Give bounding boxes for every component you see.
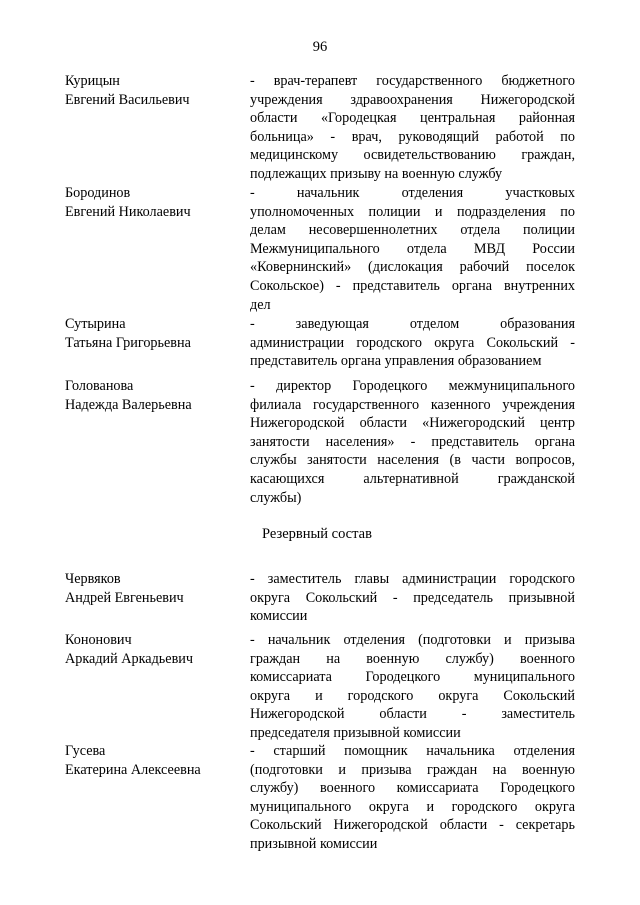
member-description: - заведующая отделом образования администрации городского округа Сокольский - представитель органа управления образованием <box>250 316 575 370</box>
member-description: - начальник отделения участковых уполномоченных полиции и подразделения по делам несовершеннолетних отдела полиции Межмуниципального отдела МВД России «Ковернинский» (дислокация рабочий поселок Сокольское) - представитель органа внутренних дел <box>250 185 575 313</box>
member-name: Гусева Екатерина Алексеевна <box>65 743 201 778</box>
member-name: Сутырина Татьяна Григорьевна <box>65 316 191 351</box>
member-name: Бородинов Евгений Николаевич <box>65 185 191 220</box>
member-name: Кононович Аркадий Аркадьевич <box>65 632 193 667</box>
reserve-member-entry-1 <box>65 570 575 626</box>
member-entry-2 <box>65 184 575 314</box>
member-name: Курицын Евгений Васильевич <box>65 73 190 108</box>
member-name: Червяков Андрей Евгеньевич <box>65 571 184 606</box>
member-description: - врач-терапевт государственного бюджетного учреждения здравоохранения Нижегородской области «Городецкая центральная районная больница» - врач, руководящий работой по медицинскому освидетельствованию граждан, подлежащих призыву на военную службу <box>250 73 575 182</box>
section-title: Резервный состав <box>262 526 372 542</box>
member-description: - директор Городецкого межмуниципального филиала государственного казенного учреждения Нижегородской области «Нижегородский центр занятости населения» - представитель органа службы занятости населения (в части вопросов, касающихся альтернативной гражданской службы) <box>250 378 575 506</box>
page-number: 96 <box>312 39 328 55</box>
member-entry-1 <box>65 72 575 184</box>
member-description: - старший помощник начальника отделения (подготовки и призыва граждан на военную службу) военного комиссариата Городецкого муниципального округа и городского округа Сокольский Нижегородской области - секретарь призывной комиссии <box>250 743 575 852</box>
member-description: - начальник отделения (подготовки и призыва граждан на военную службу) военного комиссариата Городецкого муниципального округа и городского округа Сокольский Нижегородской области - заместитель председателя призывной комиссии <box>250 632 575 741</box>
reserve-member-entry-2 <box>65 631 575 743</box>
member-description: - заместитель главы администрации городского округа Сокольский - председатель призывной комиссии <box>250 571 575 625</box>
member-name: Голованова Надежда Валерьевна <box>65 378 192 413</box>
reserve-member-entry-3 <box>65 742 575 854</box>
member-entry-4 <box>65 377 575 507</box>
member-entry-3 <box>65 315 575 371</box>
